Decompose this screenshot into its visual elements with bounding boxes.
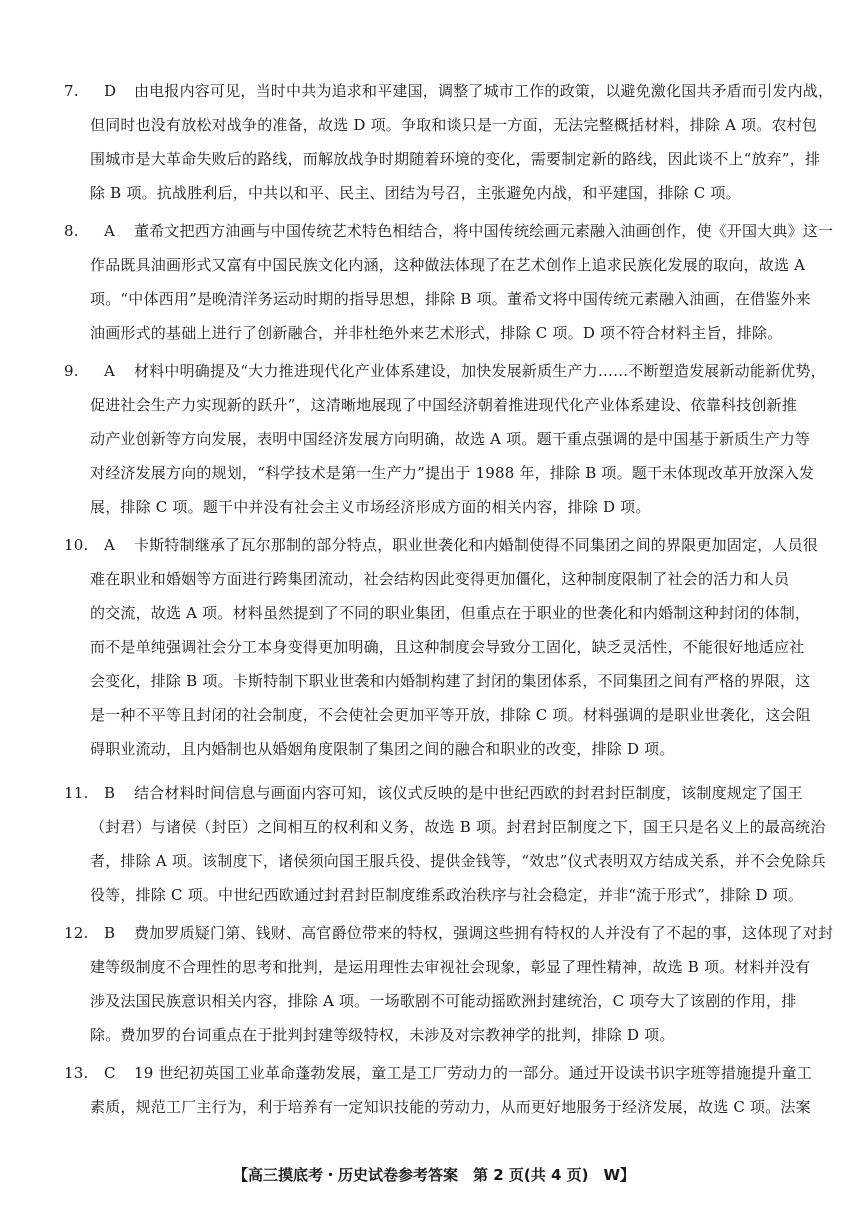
- question-8-line-2: 作品既具油画形式又富有中国民族文化内涵，这种做法体现了在艺术创作上追求民族化发展的取向，故选 A: [90, 256, 806, 274]
- question-number: 10.: [64, 536, 89, 554]
- question-13-line-2: 素质，规范工厂主行为，利于培养有一定知识技能的劳动力，从而更好地服务于经济发展，故选 C 项。法案: [90, 1098, 811, 1116]
- question-12-line-4: 除。费加罗的台词重点在于批判封建等级特权，未涉及对宗教神学的批判，排除 D 项。: [90, 1026, 675, 1044]
- question-number: 8.: [64, 222, 79, 240]
- page-footer: 【高三摸底考・历史试卷参考答案 第 2 页(共 4 页) W】: [232, 1166, 636, 1184]
- question-11-line-3: 者，排除 A 项。该制度下，诸侯须向国王服兵役、提供金钱等，“效忠”仪式表明双方结成关系，并不会免除兵: [90, 852, 826, 870]
- question-9-line-3: 动产业创新等方向发展，表明中国经济发展方向明确，故选 A 项。题干重点强调的是中国基于新质生产力等: [90, 430, 811, 448]
- question-answer: A: [104, 536, 116, 554]
- question-12-line-2: 建等级制度不合理性的思考和批判，是运用理性去审视社会现象，彰显了理性精神，故选 B 项。材料并没有: [90, 958, 811, 976]
- question-number: 7.: [64, 82, 79, 100]
- question-9-line-1: 9. A 材料中明确提及“大力推进现代化产业体系建设，加快发展新质生产力……不断塑造发展新动能新优势，: [64, 354, 826, 388]
- question-10-line-6: 是一种不平等且封闭的社会制度，不会使社会更加平等开放，排除 C 项。材料强调的是职业世袭化，这会阻: [90, 706, 811, 724]
- question-answer: A: [104, 222, 116, 240]
- question-10-line-4: 而不是单纯强调社会分工本身变得更加明确，且这种制度会导致分工固化，缺乏灵活性，不能很好地适应社: [90, 638, 805, 656]
- question-7-line-3: 围城市是大革命失败后的路线，而解放战争时期随着环境的变化，需要制定新的路线，因此谈不上“放弃”，排: [90, 150, 821, 168]
- question-10-line-1: 10. A 卡斯特制继承了瓦尔那制的部分特点，职业世袭化和内婚制使得不同集团之间的界限更加固定，人员很: [64, 528, 818, 562]
- question-12-line-1: 12. B 费加罗质疑门第、钱财、高官爵位带来的特权，强调这些拥有特权的人并没有了不起的事，这体现了对封: [64, 916, 833, 950]
- question-8-line-1: 8. A 董希文把西方油画与中国传统艺术特色相结合，将中国传统绘画元素融入油画创作，使《开国大典》这一: [64, 214, 833, 248]
- question-11-line-4: 役等，排除 C 项。中世纪西欧通过封君封臣制度维系政治秩序与社会稳定，并非“流于形式”，排除 D 项。: [90, 886, 804, 904]
- question-10-line-7: 碍职业流动，且内婚制也从婚姻角度限制了集团之间的融合和职业的改变，排除 D 项。: [90, 740, 675, 758]
- question-10-line-3: 的交流，故选 A 项。材料虽然提到了不同的职业集团，但重点在于职业的世袭化和内婚制这种封闭的体制，: [90, 604, 811, 622]
- question-8-line-4: 油画形式的基础上进行了创新融合，并非杜绝外来艺术形式，排除 C 项。D 项不符合材料主旨，排除。: [90, 324, 783, 342]
- question-10-line-2: 难在职业和婚姻等方面进行跨集团流动，社会结构因此变得更加僵化，这种制度限制了社会的活力和人员: [90, 570, 790, 588]
- question-11-line-1: 11. B 结合材料时间信息与画面内容可知，该仪式反映的是中世纪西欧的封君封臣制度，该制度规定了国王: [64, 776, 803, 810]
- question-number: 11.: [64, 784, 89, 802]
- question-12-line-3: 涉及法国民族意识相关内容，排除 A 项。一场歌剧不可能动摇欧洲封建统治，C 项夸大了该剧的作用，排: [90, 992, 797, 1010]
- question-8-line-3: 项。“中体西用”是晚清洋务运动时期的指导思想，排除 B 项。董希文将中国传统元素融入油画，在借鉴外来: [90, 290, 811, 308]
- question-10-line-5: 会变化，排除 B 项。卡斯特制下职业世袭和内婚制构建了封闭的集团体系，不同集团之间有严格的界限，这: [90, 672, 811, 690]
- question-9-line-4: 对经济发展方向的规划，“科学技术是第一生产力”提出于 1988 年，排除 B 项。题干未体现改革开放深入发: [90, 464, 815, 482]
- question-answer: D: [104, 82, 117, 100]
- question-9-line-5: 展，排除 C 项。题干中并没有社会主义市场经济形成方面的相关内容，排除 D 项。: [90, 498, 651, 516]
- question-answer: C: [104, 1064, 116, 1082]
- question-number: 9.: [64, 362, 79, 380]
- question-7-line-4: 除 B 项。抗战胜利后，中共以和平、民主、团结为号召，主张避免内战，和平建国，排除 C 项。: [90, 184, 741, 202]
- question-answer: B: [104, 784, 116, 802]
- question-11-line-2: （封君）与诸侯（封臣）之间相互的权利和义务，故选 B 项。封君封臣制度之下，国王只是名义上的最高统治: [90, 818, 826, 836]
- question-answer: B: [104, 924, 116, 942]
- question-7-line-2: 但同时也没有放松对战争的准备，故选 D 项。争取和谈只是一方面，无法完整概括材料，排除 A 项。农村包: [90, 116, 818, 134]
- question-number: 13.: [64, 1064, 89, 1082]
- question-answer: A: [104, 362, 116, 380]
- question-7-line-1: 7. D 由电报内容可见，当时中共为追求和平建国，调整了城市工作的政策，以避免激化国共矛盾而引发内战，: [64, 74, 833, 108]
- question-9-line-2: 促进社会生产力实现新的跃升”，这清晰地展现了中国经济朝着推进现代化产业体系建设、依靠科技创新推: [90, 396, 798, 414]
- question-number: 12.: [64, 924, 89, 942]
- question-13-line-1: 13. C 19 世纪初英国工业革命蓬勃发展，童工是工厂劳动力的一部分。通过开设读书识字班等措施提升童工: [64, 1056, 812, 1090]
